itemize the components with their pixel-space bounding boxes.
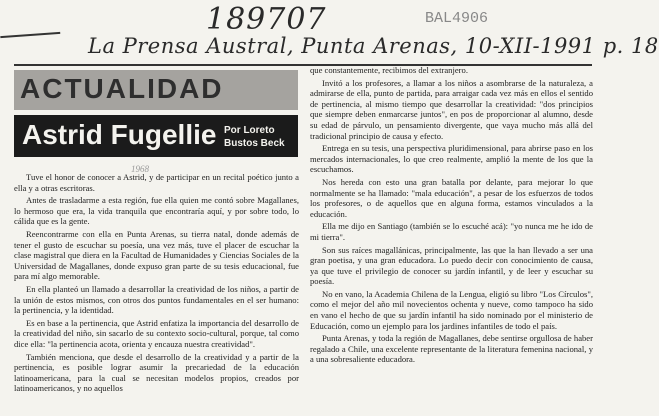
- paragraph: Punta Arenas, y toda la región de Magallanes, debe sentirse orgullosa de haber regalado a Chile, una excelente representante de la literatura femenina nacional, y a una sobresaliente educadora.: [310, 333, 593, 365]
- paragraph: Invitó a los profesores, a llamar a los niños a asombrarse de la naturaleza, a admirarse de ella, punto de partida, para arraigar cada vez más en ellos el sentido de pertinencia, al mismo tiempo que desarrollar la creatividad: "dos principios que siempre deben enmarcarse juntos", en pos de proporcionar al alumno, desde su edad de párvulo, un pensamiento divergente, que vaya mucho más allá del tradicional principio de causa y efecto.: [310, 77, 593, 141]
- archive-code: BAL4906: [425, 10, 489, 27]
- article-column-2: [310, 65, 593, 367]
- paragraph: Antes de trasladarme a esta región, fue ella quien me contó sobre Magallanes, lo hermoso que era, la vida tranquila que encontraría aquí, y por sobre todo, lo cálida que es la gente.: [14, 195, 299, 227]
- section-title: ACTUALIDAD: [20, 73, 224, 104]
- paragraph: No en vano, la Academia Chilena de la Lengua, eligió su libro "Los Círculos", como el mejor del año mil novecientos ochenta y nueve, como tampoco ha sido en vano el hecho de que su jardín infantil ha sido nominado por el ministerio de Educación, como un ejemplo para los jardines infantiles de todo el país.: [310, 288, 593, 331]
- byline-line-2: Bustos Beck: [224, 138, 285, 149]
- byline-line-1: Por Loreto: [224, 125, 275, 136]
- headline-title: Astrid Fugellie: [22, 119, 217, 150]
- paragraph: Nos hereda con esto una gran batalla por delante, para mejorar lo que normalmente se ha llamado: "mala educación", a pesar de los esfuerzos de todos los profesores, o de aquellos que en alguna forma, estamos vinculados a la educación.: [310, 176, 593, 219]
- scribble-mark: [0, 24, 60, 38]
- date-stamp: 1968: [131, 164, 149, 174]
- paragraph: Entrega en su tesis, una perspectiva pluridimensional, para abrirse paso en los mercados internacionales, lo que creo realmente, amplió la mente de los que la escuchamos.: [310, 143, 593, 175]
- paragraph: Son sus raíces magallánicas, principalmente, las que la han llevado a ser una gran poetisa, y una gran educadora. Lo puedo decir con conocimiento de causa, ya que tuve el privilegio de conocer su jardín infantil, y de leer y escuchar su poesía.: [310, 244, 593, 287]
- paragraph: También menciona, que desde el desarrollo de la creatividad y a partir de la pertinencia, es posible lograr asumir la precariedad de la educación latinoamericana, para la cual se necesitan modelos propios, creados por latinoamericanos, y no aquellos: [14, 351, 299, 394]
- byline: [224, 124, 285, 150]
- paragraph: En ella planteó un llamado a desarrollar la creatividad de los niños, a partir de la unión de estos mismos, con otros dos puntos fundamentales en el ser humano: la pertinencia, y la identidad.: [14, 283, 299, 316]
- source-note: La Prensa Austral, Punta Arenas, 10-XII-1991 p. 18: [88, 34, 659, 58]
- paragraph: que constantemente, recibimos del extranjero.: [310, 65, 468, 75]
- article-column-1: [14, 172, 299, 396]
- paragraph: Ella me dijo en Santiago (también se lo escuché acá): "yo nunca me he ido de mi tierra".: [310, 221, 593, 242]
- paragraph: Tuve el honor de conocer a Astrid, y de participar en un recital poético junto a ella y a otras escritoras.: [14, 172, 299, 193]
- paragraph: Es en base a la pertinencia, que Astrid enfatiza la importancia del desarrollo de la creatividad del niño, sin sacarlo de su contexto socio-cultural, porque, tal como dice ella: "la pertinencia acota, orienta y encauza nuestra creatividad".: [14, 317, 299, 349]
- catalog-number: 189707: [206, 2, 327, 37]
- headline-banner: [14, 115, 298, 157]
- paragraph: Reencontrarme con ella en Punta Arenas, su tierra natal, donde además de tener el gusto de escuchar su poesía, una vez más, tuve el placer de escuchar la clase magistral que diera en la Facultad de Humanidades y Ciencias Sociales de la Universidad de Magallanes, donde expuso gran parte de su tesis educacional, fue para mí algo memorable.: [14, 228, 299, 282]
- section-banner: [14, 70, 298, 110]
